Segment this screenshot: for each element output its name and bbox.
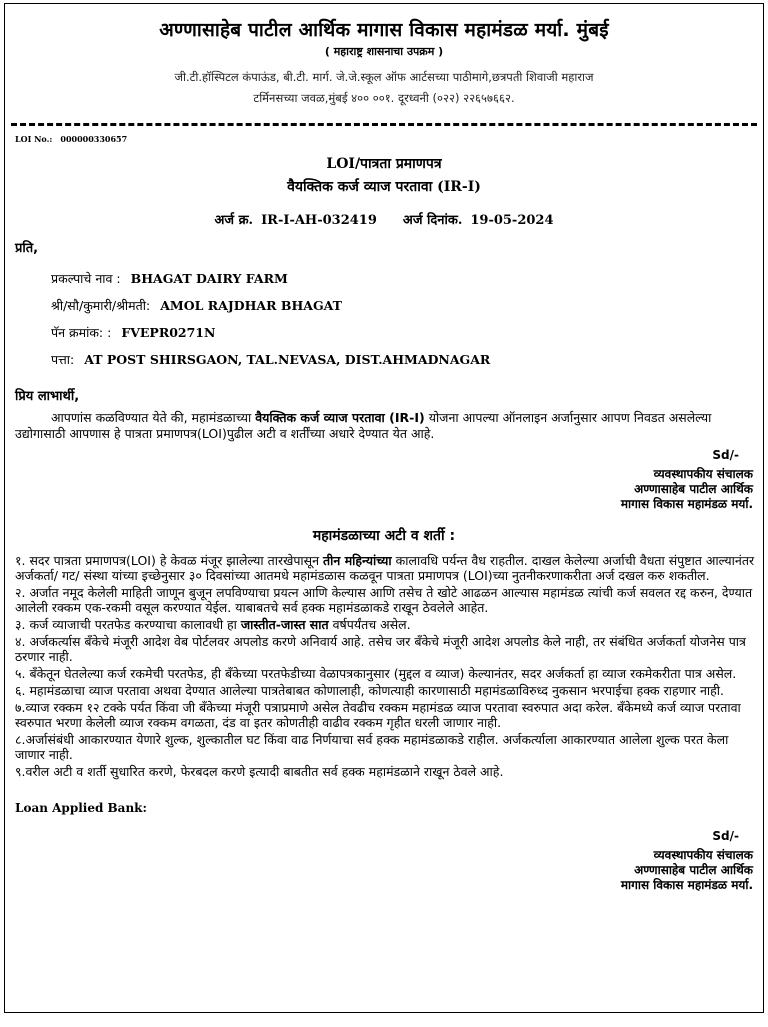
application-date-value: 19-05-2024 [470,213,554,228]
application-date-label: अर्ज दिनांक. [402,213,463,228]
loi-number [15,134,763,144]
application-info [5,210,763,228]
applicant-name-row [51,297,763,314]
term-3-text-b: वर्षपर्यंतच असेल. [332,617,411,632]
signature-line-2-bottom: अण्णासाहेब पाटील आर्थिक [634,863,753,877]
intro-part-2: योजना आपल्या ऑनलाइन अर्जानुसार आपण निवडत असलेल्या उद्योगासाठी आपणास हे पात्रता प्रमाणपत्र(LOI)पुढील अटी व शर्तींच्या अधारे देण्यात येत आहे. [15,410,712,441]
address-value: AT POST SHIRSGAON, TAL.NEVASA, DIST.AHMADNAGAR [84,352,491,367]
term-6: ६. महामंडळाचा व्याज परतावा अथवा देण्यात आलेल्या पात्रतेबाबत कोणालाही, कोणत्याही कारणासाठी महामंडळाविरुध्द नुकसान भरपाईचा हक्क राहणार नाही. [15,683,724,698]
term-5: ५. बँकेतून घेतलेल्या कर्ज रकमेची परतफेड, ही बँकेच्या परतफेडीच्या वेळापत्रकानुसार (मुद्दल व व्याज) केल्यानंतर, सदर अर्जकर्ता हा व्याज रकमेकरीता पात्र असेल. [15,666,737,681]
address-label: पत्ता: [51,352,75,367]
org-address [5,67,763,109]
term-1-text-b: कालावधि पर्यन्त वैध राहतील. दाखल केलेल्या अर्जाची वैधता संपुष्टात आल्यानंतर अर्जकर्ता/ गट/ संस्था यांच्या इच्छेनुसार ३० दिवसांच्या आतमधे महामंडळास कळवून पात्रता प्रमाणपत्र (LOI)च्या नुतनीकरणाकरीता अर्ज दखल करु शकतील. [15,553,755,583]
term-4: ४. अर्जकर्त्यास बँकेचे मंजूरी आदेश वेब पोर्टलवर अपलोड करणे अनिवार्य आहे. तसेच जर बँकेचे मंजूरी आदेश अपलोड केले नाही, तर संबंधित अर्जकर्ता योजनेस पात्र ठरणार नाही. [15,634,746,664]
term-3 [15,617,755,632]
project-name-row [51,270,763,287]
term-1-highlight: तीन महिन्यांच्या [323,553,392,568]
doc-title: LOI/पात्रता प्रमाणपत्र [326,156,442,172]
signature-block-top [5,448,753,512]
term-2: २. अर्जात नमूद केलेली माहिती जाणून बुजून लपविण्याचा प्रयत्न आणि केल्यास आणि तसेच ते खोटे आढळन आल्यास महामंडळ त्यांची कर्ज सवलत रद्द करुन, देण्यात आलेली रक्कम एक-रकमी वसूल करण्यात येईल. याबाबतचे सर्व हक्क महामंडळाकडे राखून ठेवलेले आहेत. [15,585,753,615]
terms-title: महामंडळाच्या अटी व शर्ती : [312,528,456,544]
salutation-to: प्रति, [15,241,39,256]
term-1 [15,553,755,583]
applicant-name-value: AMOL RAJDHAR BHAGAT [160,298,342,313]
address-line-2: टर्मिनसच्या जवळ,मुंबई ४०० ००१. दूरध्वनी (०२२) २२६५७६६२. [253,91,515,105]
signature-sd: Sd/- [712,448,739,462]
term-3-highlight: जास्तीत-जास्त सात [240,617,329,632]
pan-label: पॅन क्रमांक: : [51,325,112,340]
signature-block-bottom [5,829,753,893]
signature-line-3-bottom: मागास विकास महामंडळ मर्या. [620,878,753,892]
intro-paragraph [15,410,755,442]
project-name-label: प्रकल्पाचे नाव : [51,271,121,286]
org-name: अण्णासाहेब पाटील आर्थिक मागास विकास महामंडळ मर्या. मुंबई [159,19,609,41]
org-subtitle: ( महाराष्ट्र शासनाचा उपक्रम ) [324,45,444,58]
signature-line-3: मागास विकास महामंडळ मर्या. [620,497,753,511]
doc-scheme-title: वैयक्तिक कर्ज व्याज परतावा (IR-I) [287,179,481,195]
intro-part-1: आपणांस कळविण्यात येते की, महामंडळाच्या [51,410,252,425]
term-9: ९.वरील अटी व शर्ती सुधारित करणे, फेरबदल करणे इत्यादी बाबतीत सर्व हक्क महामंडळाने राखून ठेवले आहे. [15,764,504,779]
project-name-value: BHAGAT DAIRY FARM [130,271,288,286]
dashed-divider [11,123,757,126]
term-1-text-a: १. सदर पात्रता प्रमाणपत्र(LOI) हे केवळ मंजूर झालेल्या तारखेपासून [15,553,320,568]
term-3-text-a: ३. कर्ज व्याजाची परतफेड करण्याचा कालावधी हा [15,617,237,632]
application-no-value: IR-I-AH-032419 [261,213,377,228]
loi-number-label: LOI No.: [15,134,53,144]
intro-scheme: वैयक्तिक कर्ज व्याज परतावा (IR-I) [255,410,425,425]
pan-value: FVEPR0271N [121,325,216,340]
signature-sd-bottom: Sd/- [712,829,739,843]
loi-number-value: 000000330657 [60,134,128,144]
term-7: ७.व्याज रक्कम १२ टक्के पर्यत किंवा जी बँकेच्या मंजूरी पत्राप्रमाणे असेल तेवढीच रक्कम महामंडळ व्याज परतावा स्वरुपात अदा करेल. बँकेमध्ये कर्ज व्याज परतावा स्वरुपात भरणा केलेली व्याज रक्कम वगळता, दंड वा इतर कोणतीही वाढीव रक्कम गृहीत धरली जाणार नाही. [15,700,741,730]
greeting: प्रिय लाभार्थी, [15,389,80,404]
address-row [51,351,763,368]
address-line-1: जी.टी.हॉस्पिटल कंपाऊंड, बी.टी. मार्ग. जे.जे.स्कूल ऑफ आर्टसच्या पाठीमागे,छत्रपती शिवाजी महाराज [174,70,594,84]
signature-line-2: अण्णासाहेब पाटील आर्थिक [634,482,753,496]
applicant-name-label: श्री/सौ/कुमारी/श्रीमती: [51,298,151,313]
term-8: ८.अर्जासंबंधी आकारण्यात येणारे शुल्क, शुल्कातील घट किंवा वाढ निर्णयाचा सर्व हक्क महामंडळाकडे राहील. अर्जकर्त्याला आकारण्यात आलेला शुल्क परत केला जाणार नाही. [15,732,729,762]
signature-line-1: व्यवस्थापकीय संचालक [653,467,753,481]
signature-line-1-bottom: व्यवस्थापकीय संचालक [653,848,753,862]
pan-row [51,324,763,341]
application-no-label: अर्ज क्र. [214,213,254,228]
loan-applied-bank: Loan Applied Bank: [15,801,147,815]
loi-document [4,3,764,1013]
